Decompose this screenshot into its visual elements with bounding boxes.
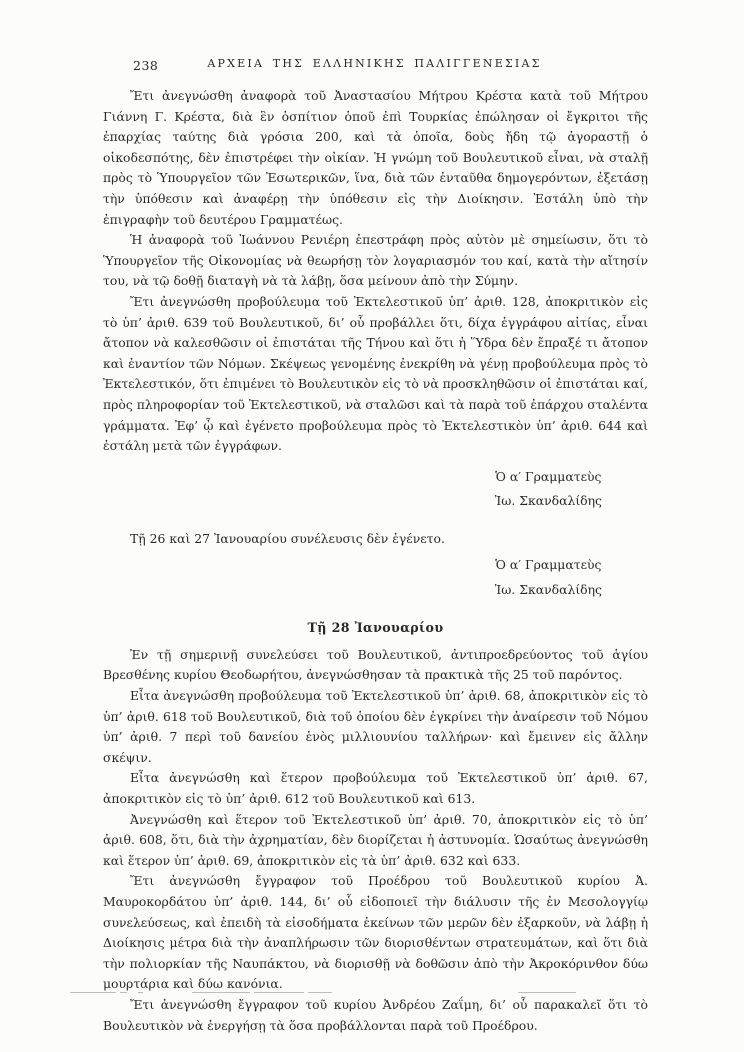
scan-artifact-line [308, 992, 332, 993]
signature-title: Ὁ α′ Γραμματεὺς [495, 557, 602, 573]
running-title: ΑΡΧΕΙΑ ΤΗΣ ΕΛΛΗΝΙΚΗΣ ΠΑΛΙΓΓΕΝΕΣΙΑΣ [207, 57, 542, 70]
body-paragraph: Ἔτι ἀνεγνώσθη ἔγγραφον τοῦ Προέδρου τοῦ Βουλευτικοῦ κυρίου Ἀ. Μαυροκορδάτου ὑπ’ ἀριθ. 144, δι’ οὗ εἰδοποιεῖ τὴν διάλυσιν τῆς ἐν Μεσολογγίῳ συνελεύσεως, καὶ ἐπειδὴ τὰ εἰσοδήματα ἐκείνων τῶν μερῶν δὲν ἐξαρκοῦν, νὰ λάβῃ ἡ Διοίκησις μέτρα διὰ τὴν ἀναπλήρωσιν τῶν διορισθέντων στρατευμάτων, καὶ ὅτι διὰ τὴν πολιορκίαν τῆς Ναυπάκτου, νὰ διορισθῇ νὰ δοθῶσιν ἀπὸ τὴν Ἀκροκόρινθον δύω μουρτάρια καὶ δύω κανόνια. [103, 873, 648, 992]
signature-block [495, 553, 602, 602]
body-paragraph: Ἔτι ἀνεγνώσθη προβούλευμα τοῦ Ἐκτελεστικοῦ ὑπ’ ἀριθ. 128, ἀποκριτικὸν εἰς τὸ ὑπ’ ἀριθ. 639 τοῦ Βουλευτικοῦ, δι’ οὗ προβάλλει ὅτι, δίχα ἐγγράφου αἰτίας, εἶναι ἄτοπον νὰ καλεσθῶσιν οἱ ἐπιστάται τῆς Τήνου καὶ ὅτι ἡ Ὕδρα δὲν ἔπραξέ τι ἄτοπον καὶ ἐναντίον τῶν Νόμων. Σκέψεως γενομένης ἐνεκρίθη νὰ γένῃ προβούλευμα πρὸς τὸ Ἐκτελεστικόν, ὅτι ἐπιμένει τὸ Βουλευτικὸν εἰς τὸ νὰ προσκληθῶσιν οἱ ἐπιστάται καί, πρὸς πληροφορίαν τοῦ Ἐκτελεστικοῦ, νὰ σταλῶσι καὶ τὰ παρὰ τοῦ ἐπάρχου σταλέντα γράμματα. Ἐφ’ ᾧ καὶ ἐγένετο προβούλευμα πρὸς τὸ Ἐκτελεστικὸν ὑπ’ ἀριθ. 644 καὶ ἐστάλη μετὰ τῶν ἐγγράφων. [103, 293, 648, 454]
scan-artifact-line [192, 992, 250, 993]
page-number: 238 [133, 58, 159, 73]
scan-artifact-line [70, 992, 116, 993]
signature-title: Ὁ α′ Γραμματεὺς [495, 468, 602, 484]
body-paragraph: Εἶτα ἀνεγνώσθη καὶ ἕτερον προβούλευμα τοῦ Ἐκτελεστικοῦ ὑπ’ ἀριθ. 67, ἀποκριτικὸν εἰς τὸ ὑπ’ ἀριθ. 612 τοῦ Βουλευτικοῦ καὶ 613. [103, 770, 648, 807]
signature-name: Ἰω. Σκανδαλίδης [494, 581, 602, 597]
body-paragraph: Τῇ 26 καὶ 27 Ἰανουαρίου συνέλευσις δὲν ἐγένετο. [130, 530, 445, 546]
scan-artifact-line [120, 992, 127, 993]
signature-name: Ἰω. Σκανδαλίδης [494, 493, 602, 509]
body-paragraph: Ἔτι ἀνεγνώσθη ἀναφορὰ τοῦ Ἀναστασίου Μήτρου Κρέστα κατὰ τοῦ Μήτρου Γιάννη Γ. Κρέστα, διὰ ἓν ὁσπίτιον ὁποῦ ἐπὶ Τουρκίας ἐπώλησαν οἱ ἔγκριτοι τῆς ἐπαρχίας ταύτης διὰ γρόσια 200, καὶ τὰ ὁποῖα, δοὺς ἤδη τῷ ἀγοραστῇ ὁ οἰκοδεσπότης, δὲν ἐπιστρέφει τὴν οἰκίαν. Ἡ γνώμη τοῦ Βουλευτικοῦ εἶναι, νὰ σταλῇ πρὸς τὸ Ὑπουργεῖον τῶν Ἐσωτερικῶν, ἵνα, διὰ τῶν ἐνταῦθα δημογερόντων, ἐξετάσῃ τὴν ὑπόθεσιν καὶ ἀναφέρῃ τὴν ὑπόθεσιν εἰς τὴν Διοίκησιν. Ἐστάλη ὑπὸ τὴν ἐπιγραφὴν τοῦ δευτέρου Γραμματέως. [103, 88, 648, 227]
text-column [103, 86, 648, 1036]
scan-artifact-line [254, 992, 304, 993]
session-heading: Τῇ 28 Ἰανουαρίου [307, 620, 444, 636]
body-paragraph: Ἔτι ἀνεγνώσθη ἔγγραφον τοῦ κυρίου Ἀνδρέου Ζαΐμη, δι’ οὗ παρακαλεῖ ὅτι τὸ Βουλευτικὸν νὰ ἐνεργήσῃ τὰ ὅσα προβάλλονται παρὰ τοῦ Προέδρου. [103, 996, 648, 1033]
scan-artifact-line [138, 992, 143, 993]
scan-artifact-line [518, 992, 576, 993]
body-paragraph: Ἡ ἀναφορὰ τοῦ Ἰωάννου Ρενιέρη ἐπεστράφη πρὸς αὐτὸν μὲ σημείωσιν, ὅτι τὸ Ὑπουργεῖον τῆς Οἰκονομίας νὰ θεωρήσῃ τὸν λογαριασμόν του καί, κατὰ τὴν αἴτησίν του, νὰ τῷ δοθῇ διαταγὴ νὰ τὰ λάβῃ, ὅσα μείνουν ἀπὸ τὴν Σύμην. [103, 232, 648, 289]
body-paragraph: Ἀνεγνώσθη καὶ ἕτερον τοῦ Ἐκτελεστικοῦ ὑπ’ ἀριθ. 70, ἀποκριτικὸν εἰς τὸ ὑπ’ ἀριθ. 608, ὅτι, διὰ τὴν ἀχρηματίαν, δὲν διορίζεται ἡ ἀστυνομία. Ὡσαύτως ἀνεγνώσθη καὶ ἕτερον ὑπ’ ἀριθ. 69, ἀποκριτικὸν εἰς τὰ ὑπ’ ἀριθ. 632 καὶ 633. [103, 811, 648, 868]
body-paragraph: Εἶτα ἀνεγνώσθη προβούλευμα τοῦ Ἐκτελεστικοῦ ὑπ’ ἀριθ. 68, ἀποκριτικὸν εἰς τὸ ὑπ’ ἀριθ. 618 τοῦ Βουλευτικοῦ, διὰ τοῦ ὁποίου δὲν ἐγκρίνει τὴν ἀναίρεσιν τοῦ Νόμου ὑπ’ ἀριθ. 7 περὶ τοῦ δανείου ἑνὸς μιλλιουνίου ταλλήρων· καὶ ἔμεινεν εἰς ἄλλην σκέψιν. [103, 688, 648, 765]
body-paragraph: Ἐν τῇ σημερινῇ συνελεύσει τοῦ Βουλευτικοῦ, ἀντιπροεδρεύοντος τοῦ ἁγίου Βρεσθένης κυρίου Θεοδωρήτου, ἀνεγνώσθησαν τὰ πρακτικὰ τῆς 25 τοῦ παρόντος. [103, 646, 648, 683]
signature-block [495, 465, 602, 514]
running-header [103, 57, 646, 75]
